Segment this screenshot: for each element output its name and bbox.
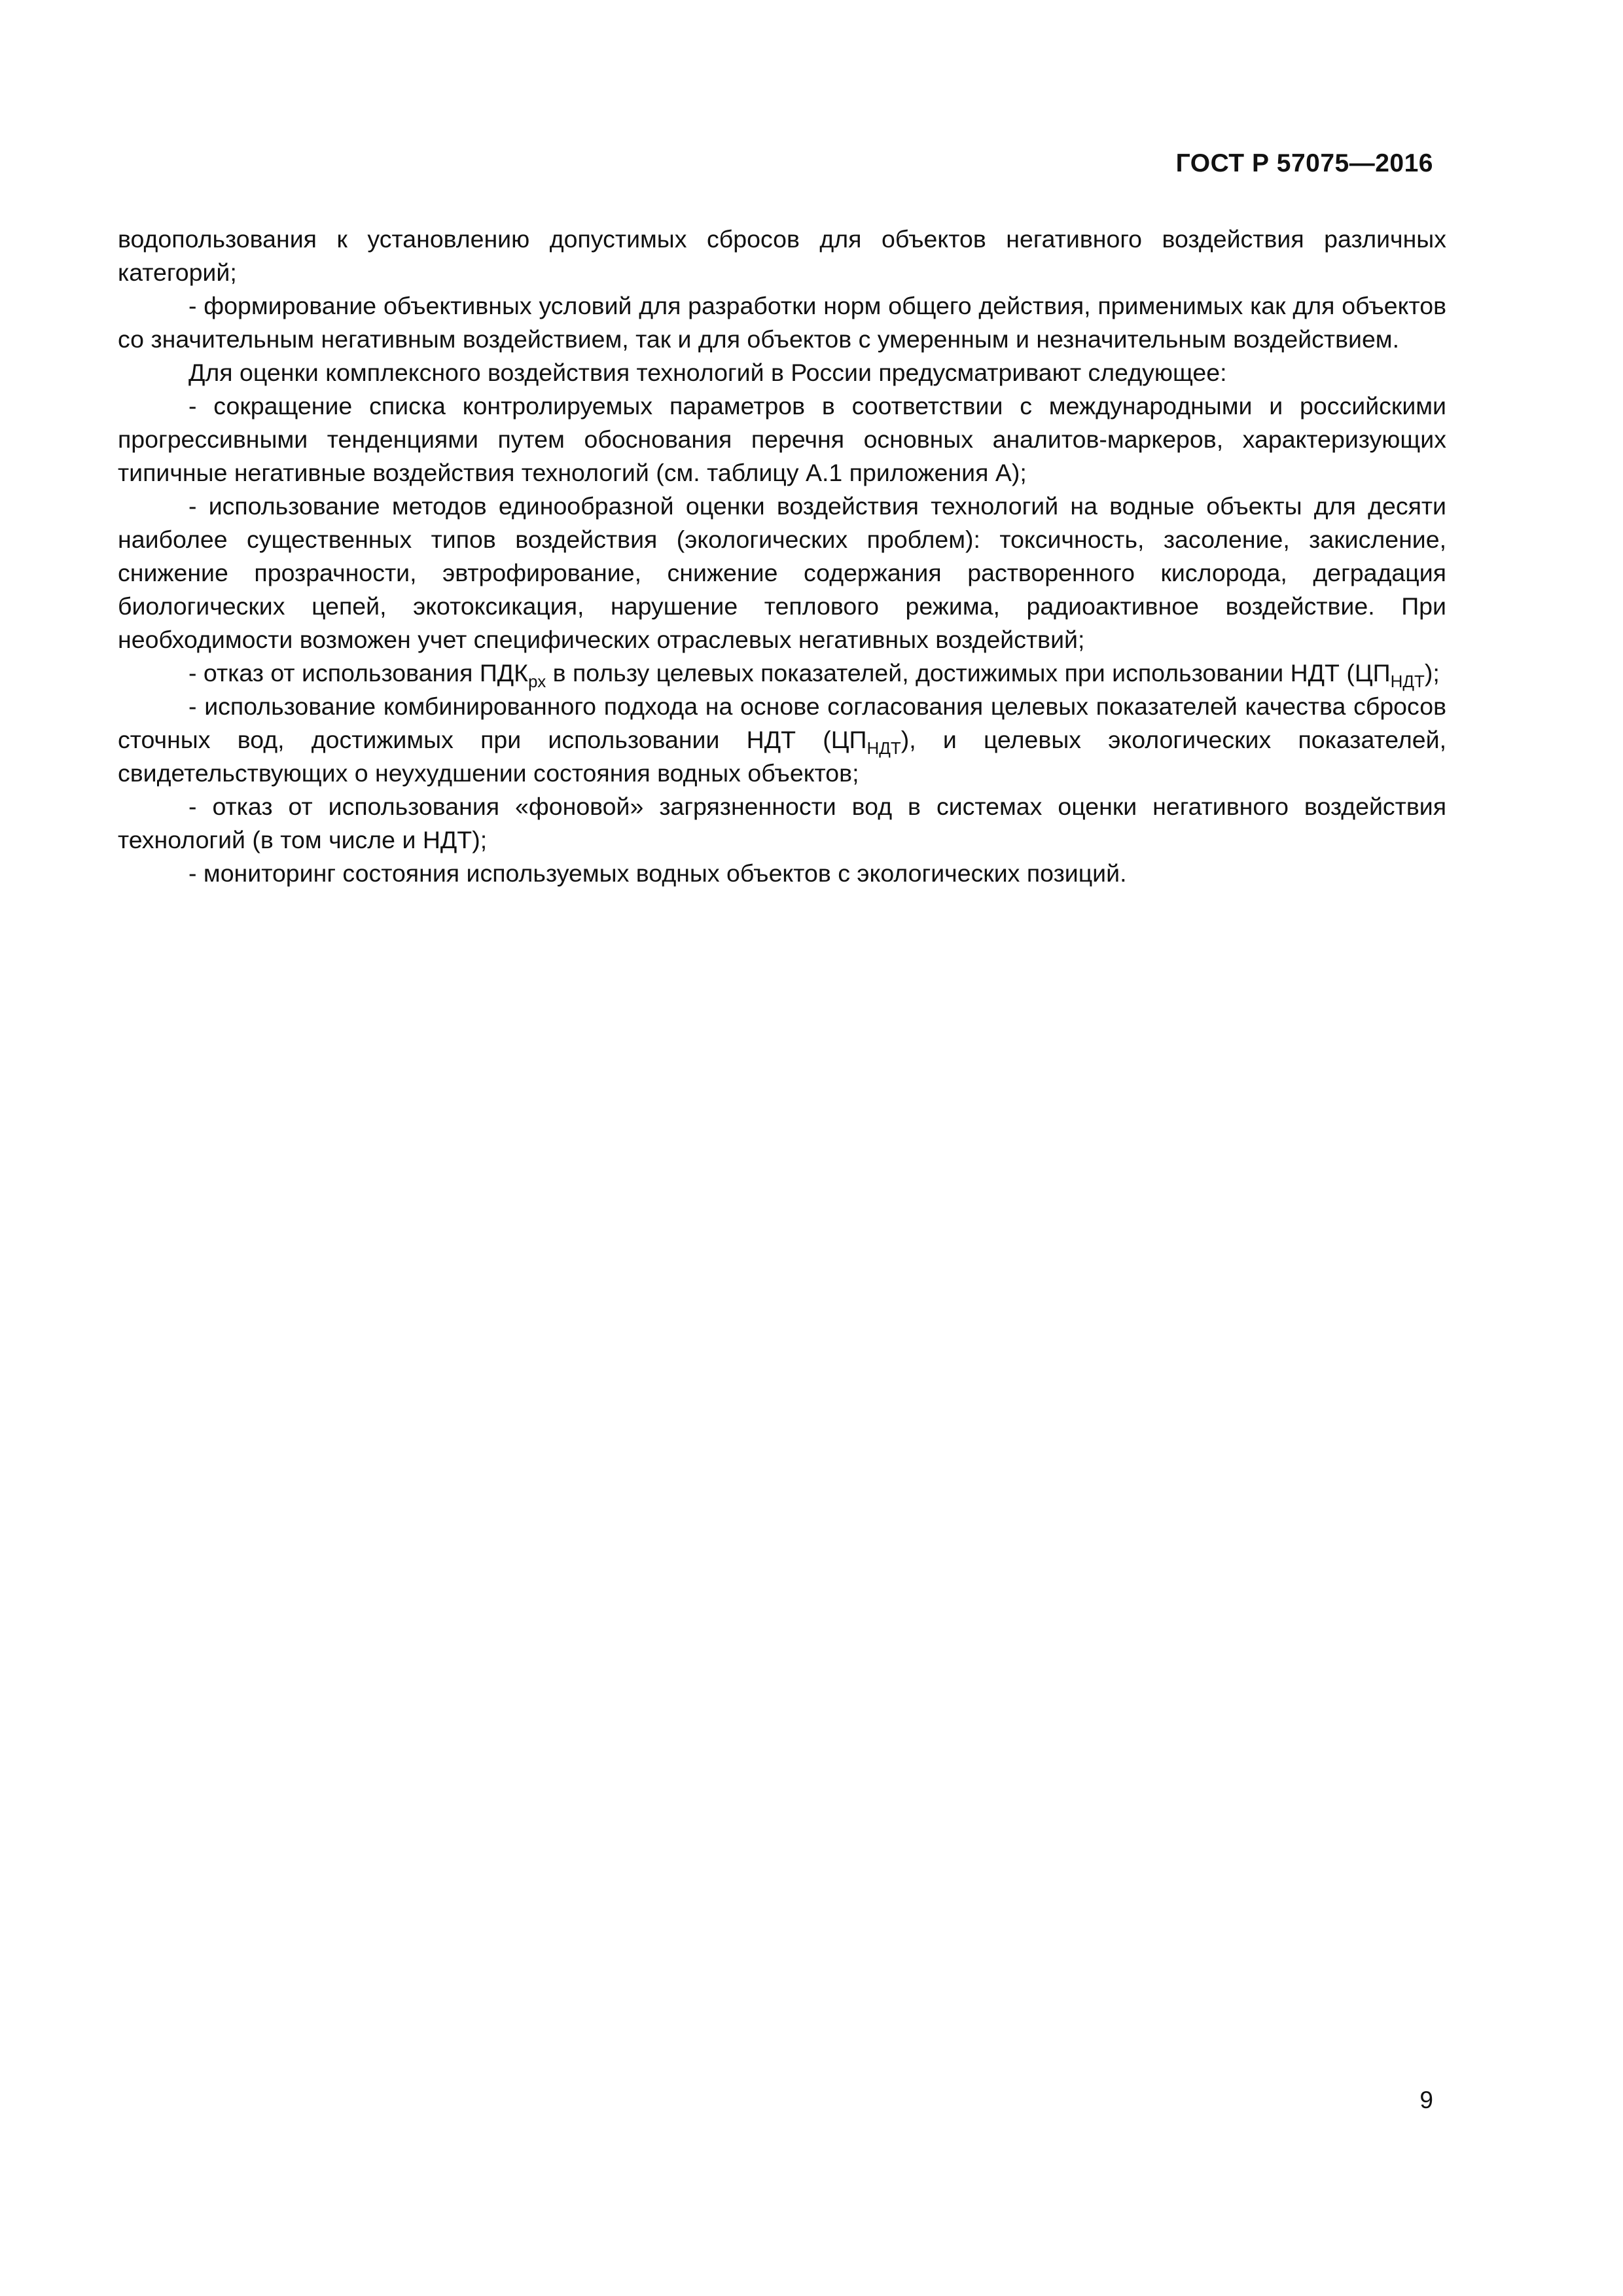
paragraph-6-text-2: в пользу целевых показателей, достижимых при использовании НДТ (ЦП [546,659,1391,687]
paragraph-4: - сокращение списка контролируемых параметров в соответствии с международными и российскими прогрессивными тенденциями путем обоснования перечня основных аналитов-маркеров, характеризующих типичные негативные воздействия технологий (см. таблицу А.1 приложения А); [118,392,1446,486]
paragraph-1: водопользования к установлению допустимых сбросов для объектов негативного воздействия различных категорий; [118,225,1446,286]
cp-ndt-subscript: НДТ [866,738,901,759]
paragraph-7 [118,690,1446,790]
page-number: 9 [1419,2087,1433,2113]
paragraph-2: - формирование объективных условий для разработки норм общего действия, применимых как для объектов со значительным негативным воздействием, так и для объектов с умеренным и незначительным воздействием. [118,292,1446,353]
paragraph-6 [118,656,1446,690]
paragraph-5: - использование методов единообразной оценки воздействия технологий на водные объекты для десяти наиболее существенных типов воздействия (экологических проблем): токсичность, засоление, закисление, снижение прозрачности, эвтрофирование, снижение содержания растворенного кислорода, деградация биологических цепей, экотоксикация, нарушение теплового режима, радиоактивное воздействие. При необходимости возможен учет специфических отраслевых негативных воздействий; [118,492,1446,653]
paragraph-6-text-3: ); [1424,659,1440,687]
paragraph-8: - отказ от использования «фоновой» загрязненности вод в системах оценки негативного воздействия технологий (в том числе и НДТ); [118,793,1446,853]
paragraph-7-text-2: ), и целевых экологических показателей, свидетельствующих о неухудшении состояния водных объектов; [118,726,1446,787]
paragraph-9: - мониторинг состояния используемых водных объектов с экологических позиций. [188,859,1127,887]
paragraph-3: Для оценки комплексного воздействия технологий в России предусматривают следующее: [188,359,1227,386]
paragraph-7-text-1: - использование комбинированного подхода на основе согласования целевых показателей качества сбросов сточных вод, достижимых при использовании НДТ (ЦП [118,692,1446,753]
paragraph-6-text-1: - отказ от использования ПДК [188,659,529,687]
pdk-subscript: рх [528,672,546,692]
cp-ndt-subscript: НДТ [1390,672,1425,692]
document-body [118,223,1446,890]
document-standard-header: ГОСТ Р 57075—2016 [1175,149,1433,177]
